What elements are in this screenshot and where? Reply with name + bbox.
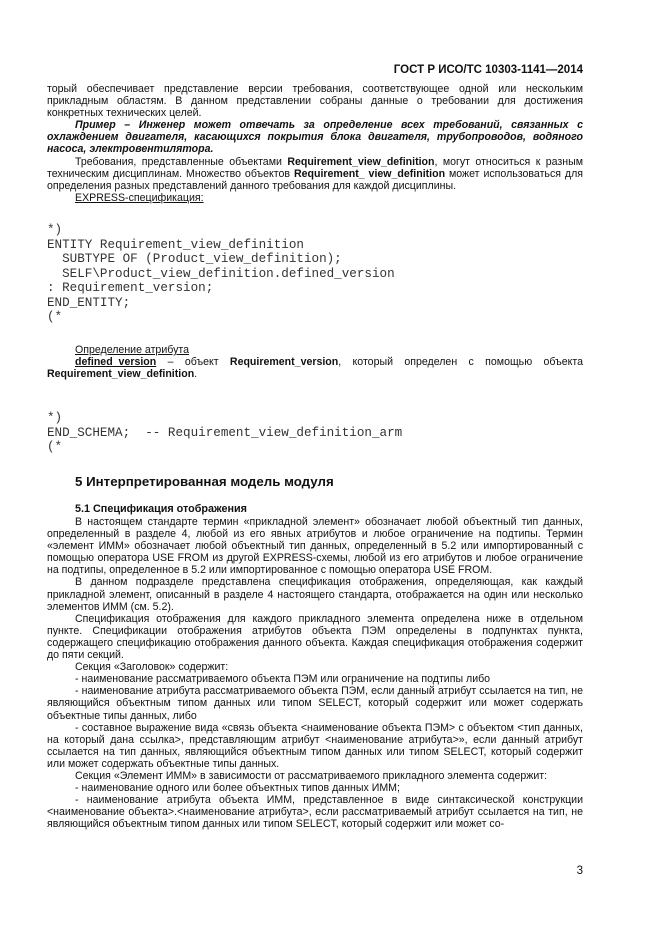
paragraph: Требования, представленные объектами Requirement_view_definition, могут относиться к разным техническим дисциплинам. Множество объектов Requirement_ view_definition может использоваться для определения разных представлений данного требования для каждой дисциплины.	[47, 155, 583, 192]
example-note: Пример – Инженер может отвечать за определение всех требований, связанных с охлаждением двигателя, касающихся покрытия блока двигателя, трубопроводов, водяного насоса, электровентилятора.	[47, 119, 583, 156]
attribute-definition	[47, 344, 583, 380]
entity-ref: Requirement_view_definition	[287, 155, 435, 168]
entity-ref: Requirement_ view_definition	[293, 167, 446, 180]
entity-ref: Requirement_view_definition	[47, 368, 195, 381]
paragraph: Спецификация отображения для каждого прикладного элемента определена ниже в отдельном пункте. Спецификации отображения атрибутов объекта ПЭМ определены в подпунктах пункта, содержащего спецификацию отображения данного объекта. Каждая спецификация отображения содержит до пяти секций.	[47, 612, 583, 662]
section-heading: 5 Интерпретированная модель модуля	[75, 474, 334, 489]
paragraph: В данном подразделе представлена спецификация отображения, определяющая, как каждый прикладной элемент, описанный в разделе 4 настоящего стандарта, отображается на один или несколько элементов ИММ (см. 5.2).	[47, 576, 583, 613]
paragraph: В настоящем стандарте термин «прикладной элемент» обозначает любой объектный тип данных, определенный в разделе 4, любой из его явных атрибутов и любое ограничение на подтипы. Термин «элемент ИММ» обозначает любой объектный тип данных, определенный в 5.2 или импортированный с помощью оператора USE FROM из другой EXPRESS-схемы, любой из его атрибутов и любое ограничение на подтипы, определенное в 5.2 или импортированное с помощью оператора USE FROM.	[47, 516, 583, 577]
paragraph: торый обеспечивает представление версии требования, соответствующее одной или нескольким прикладным областям. В данном представлении собраны данные о требовании для достижения конкретных технических целей.	[47, 83, 583, 120]
subsection-heading: 5.1 Спецификация отображения	[75, 503, 247, 515]
express-code-entity: *) ENTITY Requirement_view_definition SUBTYPE OF (Product_view_definition); SELF\Product_view_definition.defined_version : Requirement_version; END_ENTITY; (*	[47, 223, 395, 324]
express-label: EXPRESS-спецификация:	[75, 191, 204, 204]
page-header: ГОСТ Р ИСО/ТС 10303-1141—2014	[393, 64, 583, 76]
attribute-name: defined_version	[75, 356, 157, 369]
attribute-title: Определение атрибута	[75, 344, 190, 356]
paragraph: - наименование атрибута объекта ИММ, представленное в виде синтаксической конструкции <наименование объекта>.<наименование атрибута>, если рассматриваемый атрибут ссылается на тип, не являющийся объектным типом данных или типом SELECT, который содержит или может со-	[47, 794, 583, 831]
paragraph: Секция «Заголовок» содержит:	[75, 661, 229, 674]
paragraph: - наименование рассматриваемого объекта ПЭМ или ограничение на подтипы либо	[75, 673, 491, 686]
paragraph: - составное выражение вида «связь объекта <наименование объекта ПЭМ> с объектом <тип данных, на который дана ссылка>, представляющим атрибут <наименование атрибута>», если данный атрибут ссылается на тип данных, являющийся объектным типом данных или типом SELECT, который содержит или может содержать объектные типы данных.	[47, 721, 583, 770]
page-number: 3	[576, 865, 583, 877]
paragraph: - наименование одного или более объектных типов данных ИММ;	[75, 782, 400, 795]
express-code-end-schema: *) END_SCHEMA; -- Requirement_view_definition_arm (*	[47, 411, 403, 454]
paragraph: - наименование атрибута рассматриваемого объекта ПЭМ, если данный атрибут ссылается на тип, не являющийся объектным типом данных или типом SELECT, который содержит или может содержать объектные типы данных, либо	[47, 685, 583, 722]
paragraph: Секция «Элемент ИММ» в зависимости от рассматриваемого прикладного элемента содержит:	[75, 769, 548, 782]
entity-ref: Requirement_version	[229, 356, 339, 369]
attribute-text: defined_version – объект Requirement_version, который определен с помощью объекта Requirement_view_definition.	[47, 356, 583, 381]
intro-block	[47, 83, 583, 204]
mapping-spec-body	[47, 516, 583, 830]
